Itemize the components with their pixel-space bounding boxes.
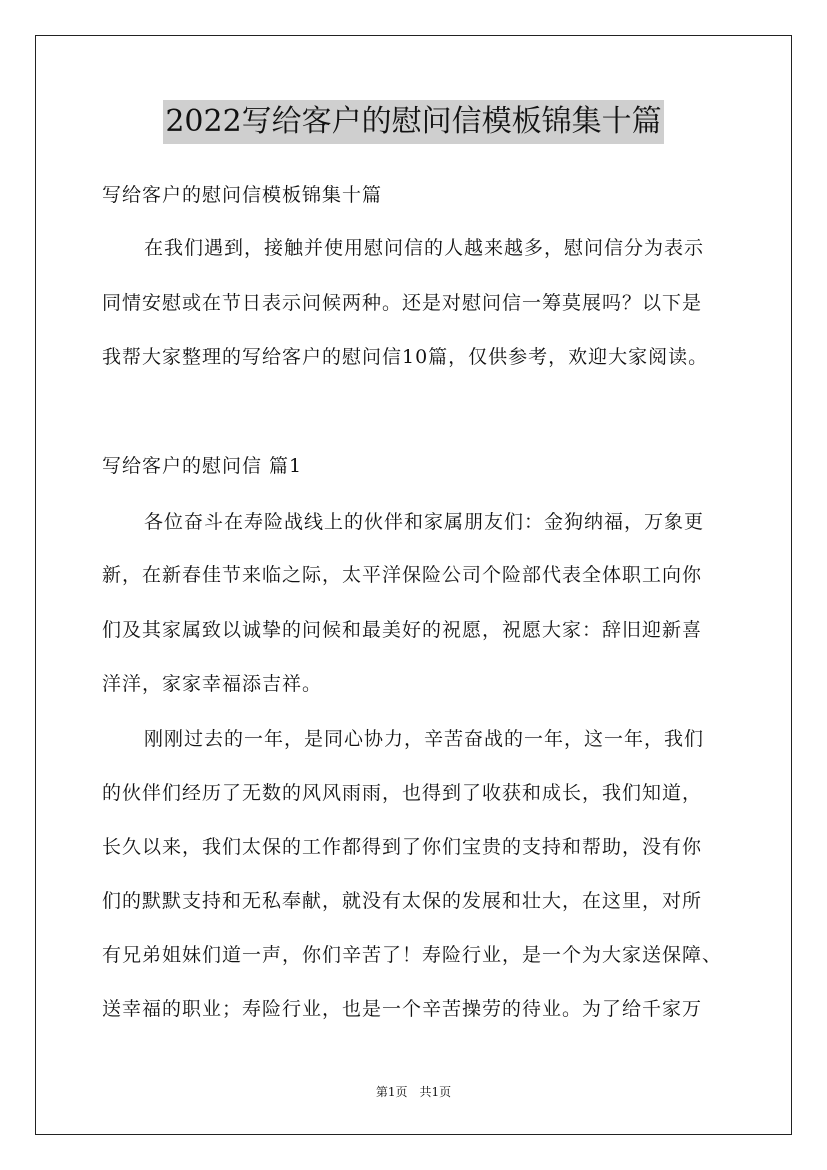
paragraph-line: 刚刚过去的一年，是同心协力，辛苦奋战的一年，这一年，我们 — [144, 728, 705, 750]
paragraph-line: 送幸福的职业；寿险行业，也是一个辛苦操劳的待业。为了给千家万 — [102, 998, 703, 1020]
intro-line: 我帮大家整理的写给客户的慰问信10篇，仅供参考，欢迎大家阅读。 — [102, 346, 709, 368]
paragraph-line: 长久以来，我们太保的工作都得到了你们宝贵的支持和帮助，没有你 — [102, 836, 703, 858]
intro-line: 同情安慰或在节日表示问候两种。还是对慰问信一筹莫展吗？以下是 — [102, 292, 703, 314]
paragraph-line: 们的默默支持和无私奉献，就没有太保的发展和壮大，在这里，对所 — [102, 890, 703, 912]
section-heading: 写给客户的慰问信 篇1 — [102, 455, 303, 477]
paragraph-line: 洋洋，家家幸福添吉祥。 — [102, 673, 323, 695]
paragraph-line: 新，在新春佳节来临之际，太平洋保险公司个险部代表全体职工向你 — [102, 564, 703, 586]
paragraph-line: 各位奋斗在寿险战线上的伙伴和家属朋友们：金狗纳福，万象更 — [144, 511, 705, 533]
document-subtitle: 写给客户的慰问信模板锦集十篇 — [102, 184, 383, 206]
intro-line: 在我们遇到，接触并使用慰问信的人越来越多，慰问信分为表示 — [144, 237, 705, 259]
paragraph-line: 们及其家属致以诚挚的问候和最美好的祝愿，祝愿大家：辞旧迎新喜 — [102, 619, 703, 641]
document-title: 2022写给客户的慰问信模板锦集十篇 — [163, 100, 663, 144]
paragraph-line: 的伙伴们经历了无数的风风雨雨，也得到了收获和成长，我们知道， — [102, 782, 703, 804]
page-footer: 第1页 共1页 — [375, 1085, 452, 1099]
paragraph-line: 有兄弟姐妹们道一声，你们辛苦了！寿险行业，是一个为大家送保障、 — [102, 944, 723, 966]
